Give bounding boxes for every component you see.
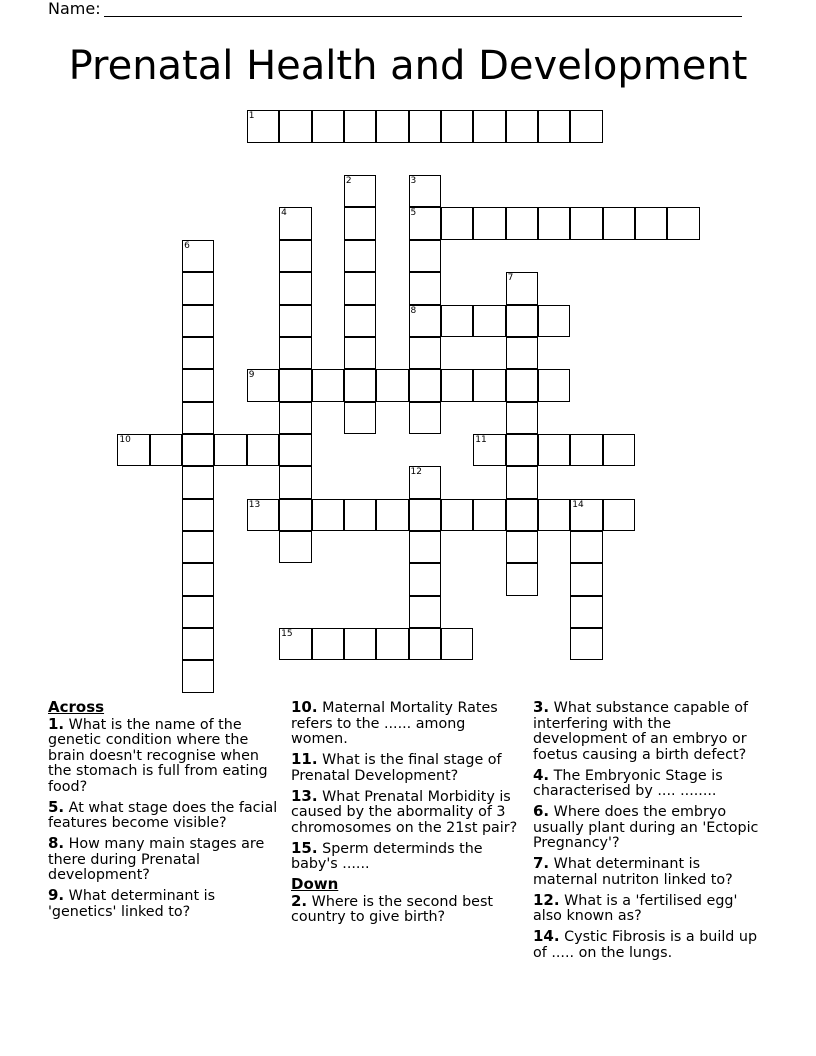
- clue-item-number: 3.: [533, 698, 550, 716]
- grid-cell[interactable]: [409, 628, 441, 660]
- clues-column-2: [291, 700, 523, 930]
- clue-item-number: 15.: [291, 838, 318, 857]
- clue-number: 5: [410, 208, 417, 219]
- clues-column-3: [533, 700, 769, 966]
- grid-cell[interactable]: [473, 207, 505, 239]
- clue-number: 7: [507, 273, 514, 284]
- grid-cell[interactable]: [409, 207, 441, 239]
- clue-item-text: At what stage does the facial features become visible?: [48, 799, 278, 831]
- grid-cell[interactable]: [182, 628, 214, 660]
- grid-cell[interactable]: [344, 369, 376, 401]
- clue-item-text: What is the name of the genetic condition where the brain doesn't recognise when the stomach is full from eating food?: [48, 716, 268, 795]
- grid-cell[interactable]: [538, 434, 570, 466]
- grid-cell[interactable]: [506, 272, 538, 304]
- clue-number: 4: [281, 208, 287, 219]
- grid-cell[interactable]: [409, 305, 441, 337]
- grid-cell[interactable]: [344, 337, 376, 369]
- clue-item-number: 6.: [533, 802, 550, 820]
- grid-cell[interactable]: [117, 434, 149, 466]
- grid-cell[interactable]: [506, 466, 538, 498]
- grid-cell[interactable]: [279, 240, 311, 272]
- grid-cell[interactable]: [279, 110, 311, 142]
- clue-item-text: What determinant is 'genetics' linked to?: [48, 888, 216, 920]
- grid-cell[interactable]: [538, 305, 570, 337]
- grid-cell[interactable]: [635, 207, 667, 239]
- grid-cell[interactable]: [344, 207, 376, 239]
- name-label: Name:: [48, 0, 101, 18]
- clue-number: 15: [281, 629, 293, 639]
- grid-cell[interactable]: [182, 337, 214, 369]
- grid-cell[interactable]: [441, 628, 473, 660]
- clue-number: 11: [475, 434, 487, 445]
- grid-cell[interactable]: [603, 499, 635, 531]
- clue-item-number: 2.: [291, 891, 308, 910]
- clue-number: 13: [248, 499, 261, 510]
- grid-cell[interactable]: [279, 466, 311, 498]
- clue-item: [48, 888, 280, 920]
- clue-item-text: Maternal Mortality Rates refers to the ...... among women.: [291, 700, 498, 747]
- grid-cell[interactable]: [279, 499, 311, 531]
- grid-cell[interactable]: [409, 272, 441, 304]
- grid-cell[interactable]: [570, 207, 602, 239]
- grid-cell[interactable]: [182, 369, 214, 401]
- grid-cell[interactable]: [312, 110, 344, 142]
- grid-cell[interactable]: [247, 499, 279, 531]
- grid-cell[interactable]: [182, 402, 214, 434]
- clue-item-text: What is a 'fertilised egg' also known as?: [533, 892, 738, 924]
- clue-item-text: Where does the embryo usually plant during an 'Ectopic Pregnancy'?: [533, 804, 759, 851]
- grid-cell[interactable]: [506, 207, 538, 239]
- down-heading: Down: [291, 875, 339, 893]
- grid-cell[interactable]: [506, 337, 538, 369]
- clue-item-number: 7.: [533, 854, 550, 872]
- grid-cell[interactable]: [473, 110, 505, 142]
- clue-item: [48, 836, 280, 884]
- grid-cell[interactable]: [570, 563, 602, 595]
- grid-cell[interactable]: [182, 531, 214, 563]
- grid-cell[interactable]: [506, 110, 538, 142]
- grid-cell[interactable]: [376, 499, 408, 531]
- grid-cell[interactable]: [279, 207, 311, 239]
- grid-cell[interactable]: [570, 531, 602, 563]
- clue-item-number: 10.: [291, 698, 318, 716]
- grid-cell[interactable]: [570, 596, 602, 628]
- clue-item: [291, 752, 523, 784]
- clue-number: 8: [410, 305, 417, 316]
- grid-cell[interactable]: [182, 596, 214, 628]
- grid-cell[interactable]: [409, 240, 441, 272]
- clue-item-number: 12.: [533, 890, 560, 909]
- grid-cell[interactable]: [538, 207, 570, 239]
- grid-cell[interactable]: [409, 563, 441, 595]
- grid-cell[interactable]: [247, 369, 279, 401]
- clue-item-text: Where is the second best country to give birth?: [291, 893, 494, 925]
- grid-cell[interactable]: [570, 499, 602, 531]
- clue-item-text: Sperm determinds the baby's ......: [291, 840, 483, 872]
- grid-cell[interactable]: [182, 660, 214, 692]
- clue-item-number: 13.: [291, 786, 318, 805]
- page-title: Prenatal Health and Development: [68, 43, 748, 89]
- grid-cell[interactable]: [376, 110, 408, 142]
- clue-item: [48, 797, 280, 832]
- clue-item-text: How many main stages are there during Prenatal development?: [48, 836, 265, 883]
- grid-cell[interactable]: [409, 499, 441, 531]
- grid-cell[interactable]: [506, 402, 538, 434]
- grid-cell[interactable]: [409, 466, 441, 498]
- clue-item-text: The Embryonic Stage is characterised by .... ........: [533, 767, 723, 799]
- grid-cell[interactable]: [473, 499, 505, 531]
- grid-cell[interactable]: [570, 110, 602, 142]
- grid-cell[interactable]: [279, 402, 311, 434]
- grid-cell[interactable]: [441, 499, 473, 531]
- grid-cell[interactable]: [279, 369, 311, 401]
- grid-cell[interactable]: [182, 272, 214, 304]
- grid-cell[interactable]: [538, 110, 570, 142]
- clue-item-number: 4.: [533, 765, 550, 784]
- grid-cell[interactable]: [506, 563, 538, 595]
- grid-cell[interactable]: [473, 369, 505, 401]
- clue-number: 14: [572, 499, 584, 510]
- clue-item: [291, 786, 523, 837]
- clue-item-number: 5.: [48, 797, 65, 816]
- grid-cell[interactable]: [182, 466, 214, 498]
- grid-cell[interactable]: [506, 499, 538, 531]
- clue-item-text: What Prenatal Morbidity is caused by the abormality of 3 chromosomes on the 21st pair?: [291, 788, 518, 836]
- grid-cell[interactable]: [247, 434, 279, 466]
- grid-cell[interactable]: [279, 434, 311, 466]
- clue-number: 12: [410, 467, 422, 478]
- grid-cell[interactable]: [376, 369, 408, 401]
- clue-number: 9: [248, 370, 255, 381]
- grid-cell[interactable]: [441, 305, 473, 337]
- grid-cell[interactable]: [506, 305, 538, 337]
- grid-cell[interactable]: [279, 628, 311, 660]
- grid-cell[interactable]: [182, 305, 214, 337]
- grid-cell[interactable]: [409, 531, 441, 563]
- grid-cell[interactable]: [538, 499, 570, 531]
- name-blank-line[interactable]: [104, 16, 742, 17]
- clue-number: 6: [184, 240, 190, 251]
- clue-item-number: 14.: [533, 927, 560, 945]
- grid-cell[interactable]: [150, 434, 182, 466]
- grid-cell[interactable]: [473, 434, 505, 466]
- clue-item-number: 1.: [48, 714, 65, 733]
- grid-cell[interactable]: [506, 531, 538, 563]
- clue-item: [48, 714, 280, 796]
- grid-cell[interactable]: [344, 272, 376, 304]
- grid-cell[interactable]: [312, 499, 344, 531]
- grid-cell[interactable]: [603, 207, 635, 239]
- clue-item-text: Cystic Fibrosis is a build up of ..... on the lungs.: [533, 929, 758, 961]
- grid-cell[interactable]: [409, 175, 441, 207]
- grid-cell[interactable]: [570, 628, 602, 660]
- grid-cell[interactable]: [376, 628, 408, 660]
- grid-cell[interactable]: [344, 305, 376, 337]
- grid-cell[interactable]: [279, 337, 311, 369]
- clue-item: [291, 891, 523, 926]
- grid-cell[interactable]: [279, 305, 311, 337]
- grid-cell[interactable]: [279, 272, 311, 304]
- grid-cell[interactable]: [506, 434, 538, 466]
- grid-cell[interactable]: [344, 628, 376, 660]
- grid-cell[interactable]: [214, 434, 246, 466]
- grid-cell[interactable]: [409, 369, 441, 401]
- grid-cell[interactable]: [603, 434, 635, 466]
- clue-item-text: What substance capable of interfering with the development of an embryo or foetus causing a birth defect?: [533, 700, 749, 763]
- clue-item-number: 9.: [48, 886, 65, 904]
- grid-cell[interactable]: [441, 369, 473, 401]
- clue-item: [533, 929, 769, 961]
- grid-cell[interactable]: [409, 110, 441, 142]
- grid-cell[interactable]: [182, 563, 214, 595]
- grid-cell[interactable]: [344, 110, 376, 142]
- grid-cell[interactable]: [409, 337, 441, 369]
- clue-item-text: What determinant is maternal nutriton linked to?: [533, 856, 733, 888]
- clue-item-text: What is the final stage of Prenatal Development?: [291, 752, 502, 784]
- grid-cell[interactable]: [182, 499, 214, 531]
- clue-item: [533, 890, 769, 925]
- clue-item: [291, 838, 523, 873]
- grid-cell[interactable]: [182, 434, 214, 466]
- grid-cell[interactable]: [441, 207, 473, 239]
- clues-column-1: [48, 700, 280, 925]
- grid-cell[interactable]: [506, 369, 538, 401]
- clue-item: [533, 804, 769, 852]
- grid-cell[interactable]: [344, 175, 376, 207]
- grid-cell[interactable]: [182, 240, 214, 272]
- grid-cell[interactable]: [344, 402, 376, 434]
- clue-item: [533, 765, 769, 800]
- grid-cell[interactable]: [667, 207, 699, 239]
- clue-item-number: 8.: [48, 834, 65, 852]
- grid-cell[interactable]: [538, 369, 570, 401]
- grid-cell[interactable]: [473, 305, 505, 337]
- across-heading: Across: [48, 698, 105, 716]
- clue-number: 1: [248, 111, 255, 122]
- grid-cell[interactable]: [570, 434, 602, 466]
- clue-number: 10: [119, 434, 131, 445]
- grid-cell[interactable]: [409, 596, 441, 628]
- clue-item-number: 11.: [291, 750, 318, 768]
- clue-number: 2: [345, 176, 352, 187]
- grid-cell[interactable]: [312, 369, 344, 401]
- grid-cell[interactable]: [441, 110, 473, 142]
- grid-cell[interactable]: [312, 628, 344, 660]
- clue-number: 3: [410, 176, 417, 187]
- grid-cell[interactable]: [279, 531, 311, 563]
- clue-item: [533, 700, 769, 763]
- grid-cell[interactable]: [344, 240, 376, 272]
- grid-cell[interactable]: [409, 402, 441, 434]
- grid-cell[interactable]: [344, 499, 376, 531]
- clue-item: [291, 700, 523, 748]
- grid-cell[interactable]: [247, 110, 279, 142]
- clue-item: [533, 856, 769, 888]
